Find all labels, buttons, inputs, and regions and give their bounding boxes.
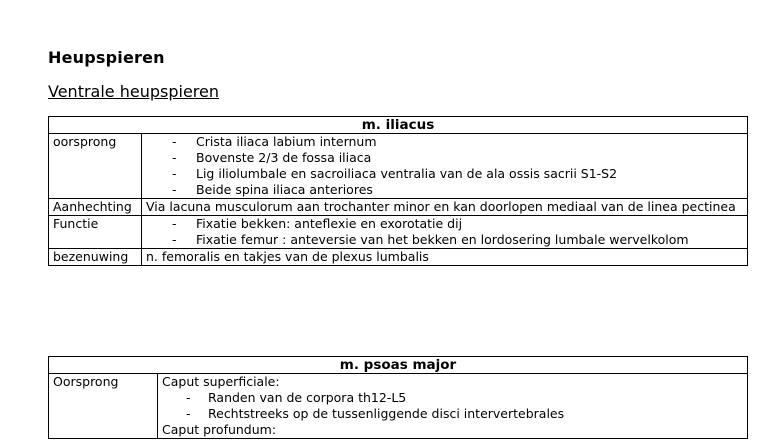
row-label-oorsprong: Oorsprong [49,374,158,439]
iliacus-table-title: m. iliacus [49,117,748,134]
page-heading: Heupspieren [48,48,165,67]
psoas-major-table [48,356,748,439]
row-label-oorsprong: oorsprong [49,134,142,199]
row-label-functie: Functie [49,216,142,249]
table-row [49,199,748,216]
list-item: - Lig iliolumbale en sacroiliaca ventralia van de ala ossis sacrii S1-S2 [146,166,743,182]
row-content-bezenuwing: n. femoralis en takjes van de plexus lumbalis [142,249,748,266]
row-label-bezenuwing: bezenuwing [49,249,142,266]
row-content-functie [142,216,748,249]
list-item: - Beide spina iliaca anteriores [146,182,743,198]
list-item: - Fixatie femur : anteversie van het bekken en lordosering lumbale wervelkolom [146,232,743,248]
table-row [49,216,748,249]
iliacus-table [48,116,748,266]
row-content-oorsprong [158,374,748,439]
list-item: - Fixatie bekken: anteflexie en exorotatie dij [146,216,743,232]
group-title: Caput superficiale: [162,374,280,389]
psoas-major-table-title: m. psoas major [49,357,748,374]
table-row [49,249,748,266]
table-row [49,374,748,439]
row-content-oorsprong [142,134,748,199]
list-item: - Rechtstreeks op de tussenliggende disci intervertebrales [162,406,743,422]
row-label-aanhechting: Aanhechting [49,199,142,216]
list-item: - Crista iliaca labium internum [146,134,743,150]
group-title: Caput profundum: [162,422,277,437]
list-item: - Bovenste 2/3 de fossa iliaca [146,150,743,166]
section-subheading: Ventrale heupspieren [48,82,219,101]
row-content-aanhechting: Via lacuna musculorum aan trochanter minor en kan doorlopen mediaal van de linea pectinea [142,199,748,216]
table-row [49,134,748,199]
list-item: - Randen van de corpora th12-L5 [162,390,743,406]
